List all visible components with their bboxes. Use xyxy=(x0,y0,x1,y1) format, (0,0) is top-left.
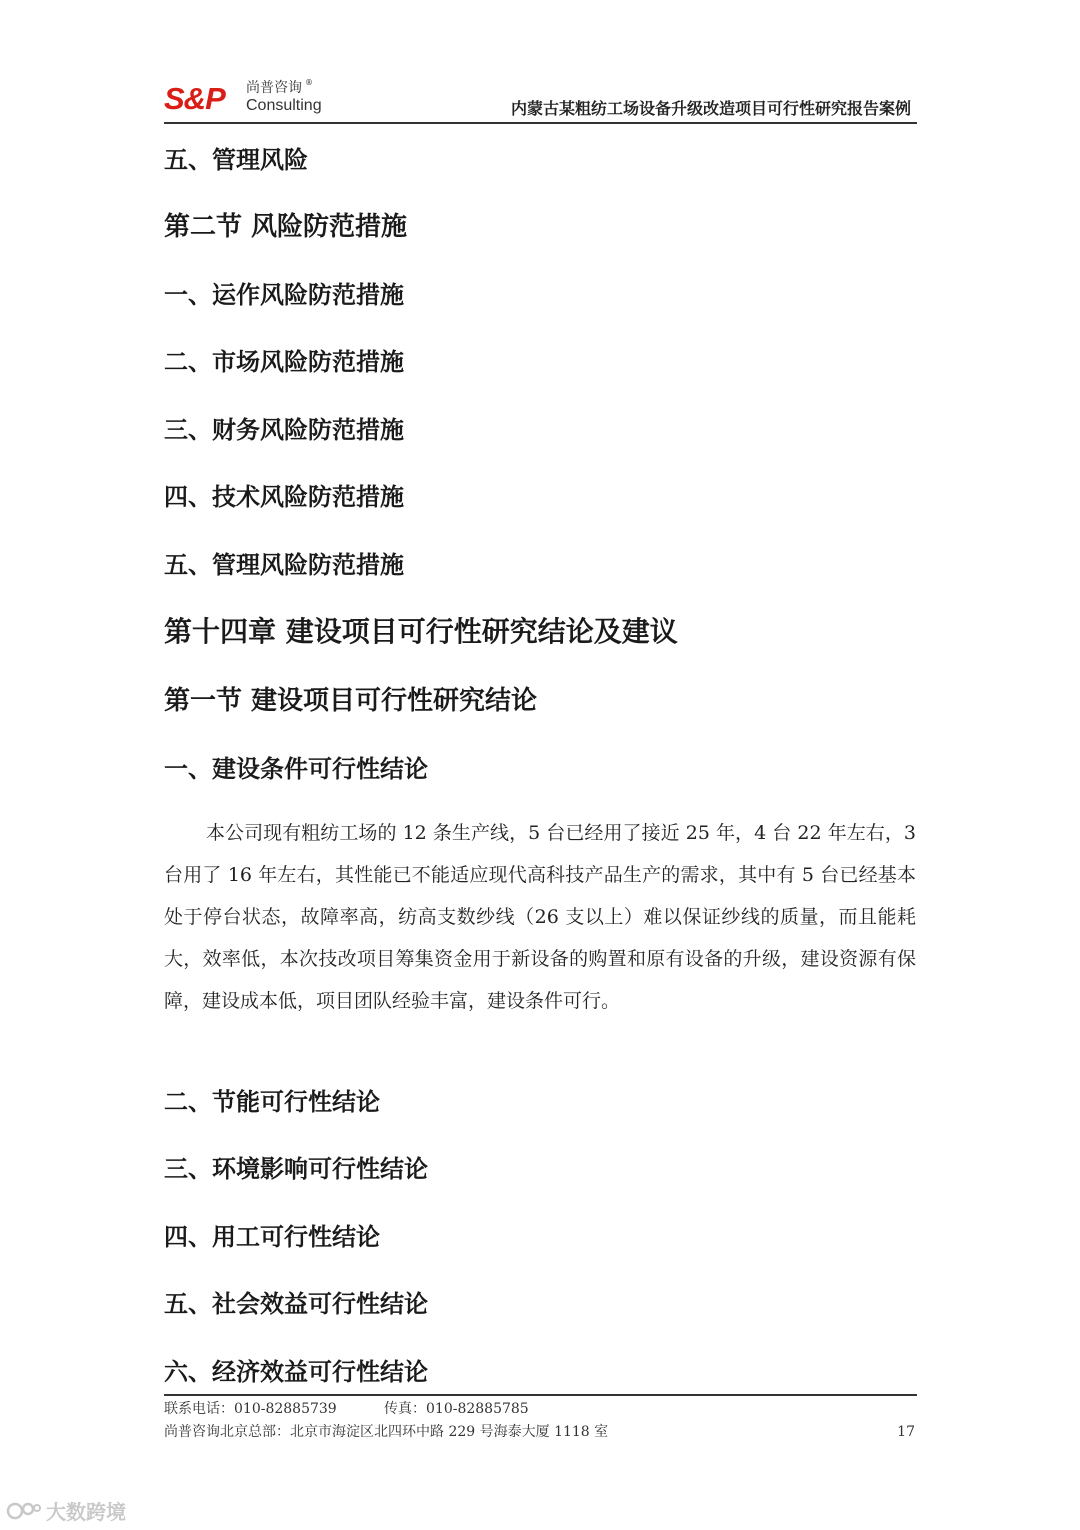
page-number: 17 xyxy=(897,1424,915,1440)
logo-english-name: Consulting xyxy=(246,97,322,114)
registered-mark: ® xyxy=(305,78,313,87)
watermark-text: 大数跨境 xyxy=(46,1500,126,1524)
logo-mark: S&P xyxy=(164,81,225,116)
footer-contact-line xyxy=(164,1398,917,1421)
footer-fax: 传真：010-82885785 xyxy=(384,1401,529,1417)
sp-consulting-logo xyxy=(164,78,334,118)
heading-economic-benefit: 六、经济效益可行性结论 xyxy=(164,1357,428,1386)
watermark xyxy=(6,1496,126,1525)
heading-operation-risk-measures: 一、运作风险防范措施 xyxy=(164,280,404,309)
watermark-logo-icon xyxy=(6,1500,42,1522)
heading-financial-risk-measures: 三、财务风险防范措施 xyxy=(164,415,404,444)
chapter-14-title: 第十四章 建设项目可行性研究结论及建议 xyxy=(164,615,678,648)
heading-technical-risk-measures: 四、技术风险防范措施 xyxy=(164,482,404,511)
footer-address: 尚普咨询北京总部：北京市海淀区北四环中路 229 号海泰大厦 1118 室 xyxy=(164,1424,609,1440)
footer-address-line xyxy=(164,1421,917,1444)
footer-phone: 联系电话：010-82885739 xyxy=(164,1401,337,1417)
logo-chinese-name: 尚普咨询 xyxy=(246,80,302,96)
section-1-title: 第一节 建设项目可行性研究结论 xyxy=(164,686,538,716)
heading-environmental-impact: 三、环境影响可行性结论 xyxy=(164,1154,428,1183)
page-header xyxy=(164,74,917,124)
heading-social-benefit: 五、社会效益可行性结论 xyxy=(164,1289,428,1318)
page-footer xyxy=(164,1394,917,1444)
heading-labor: 四、用工可行性结论 xyxy=(164,1222,380,1251)
heading-market-risk-measures: 二、市场风险防范措施 xyxy=(164,347,404,376)
report-title: 内蒙古某粗纺工场设备升级改造项目可行性研究报告案例 xyxy=(510,99,911,118)
heading-management-risk-measures: 五、管理风险防范措施 xyxy=(164,550,404,579)
heading-energy-saving: 二、节能可行性结论 xyxy=(164,1087,380,1116)
construction-conditions-paragraph: 本公司现有粗纺工场的 12 条生产线，5 台已经用了接近 25 年，4 台 22 年左右，3 台用了 16 年左右，其性能已不能适应现代高科技产品生产的需求，其中有 5 台已经基本处于停台状态，故障率高，纺高支数纱线（26 支以上）难以保证纱线的质量，而且能耗大，效率低，本次技改项目筹集资金用于新设备的购置和原有设备的升级，建设资源有保障，建设成本低，项目团队经验丰富，建设条件可行。 xyxy=(164,822,916,1012)
heading-management-risk: 五、管理风险 xyxy=(164,145,308,174)
section-2-title: 第二节 风险防范措施 xyxy=(164,212,408,242)
heading-construction-conditions: 一、建设条件可行性结论 xyxy=(164,754,428,783)
